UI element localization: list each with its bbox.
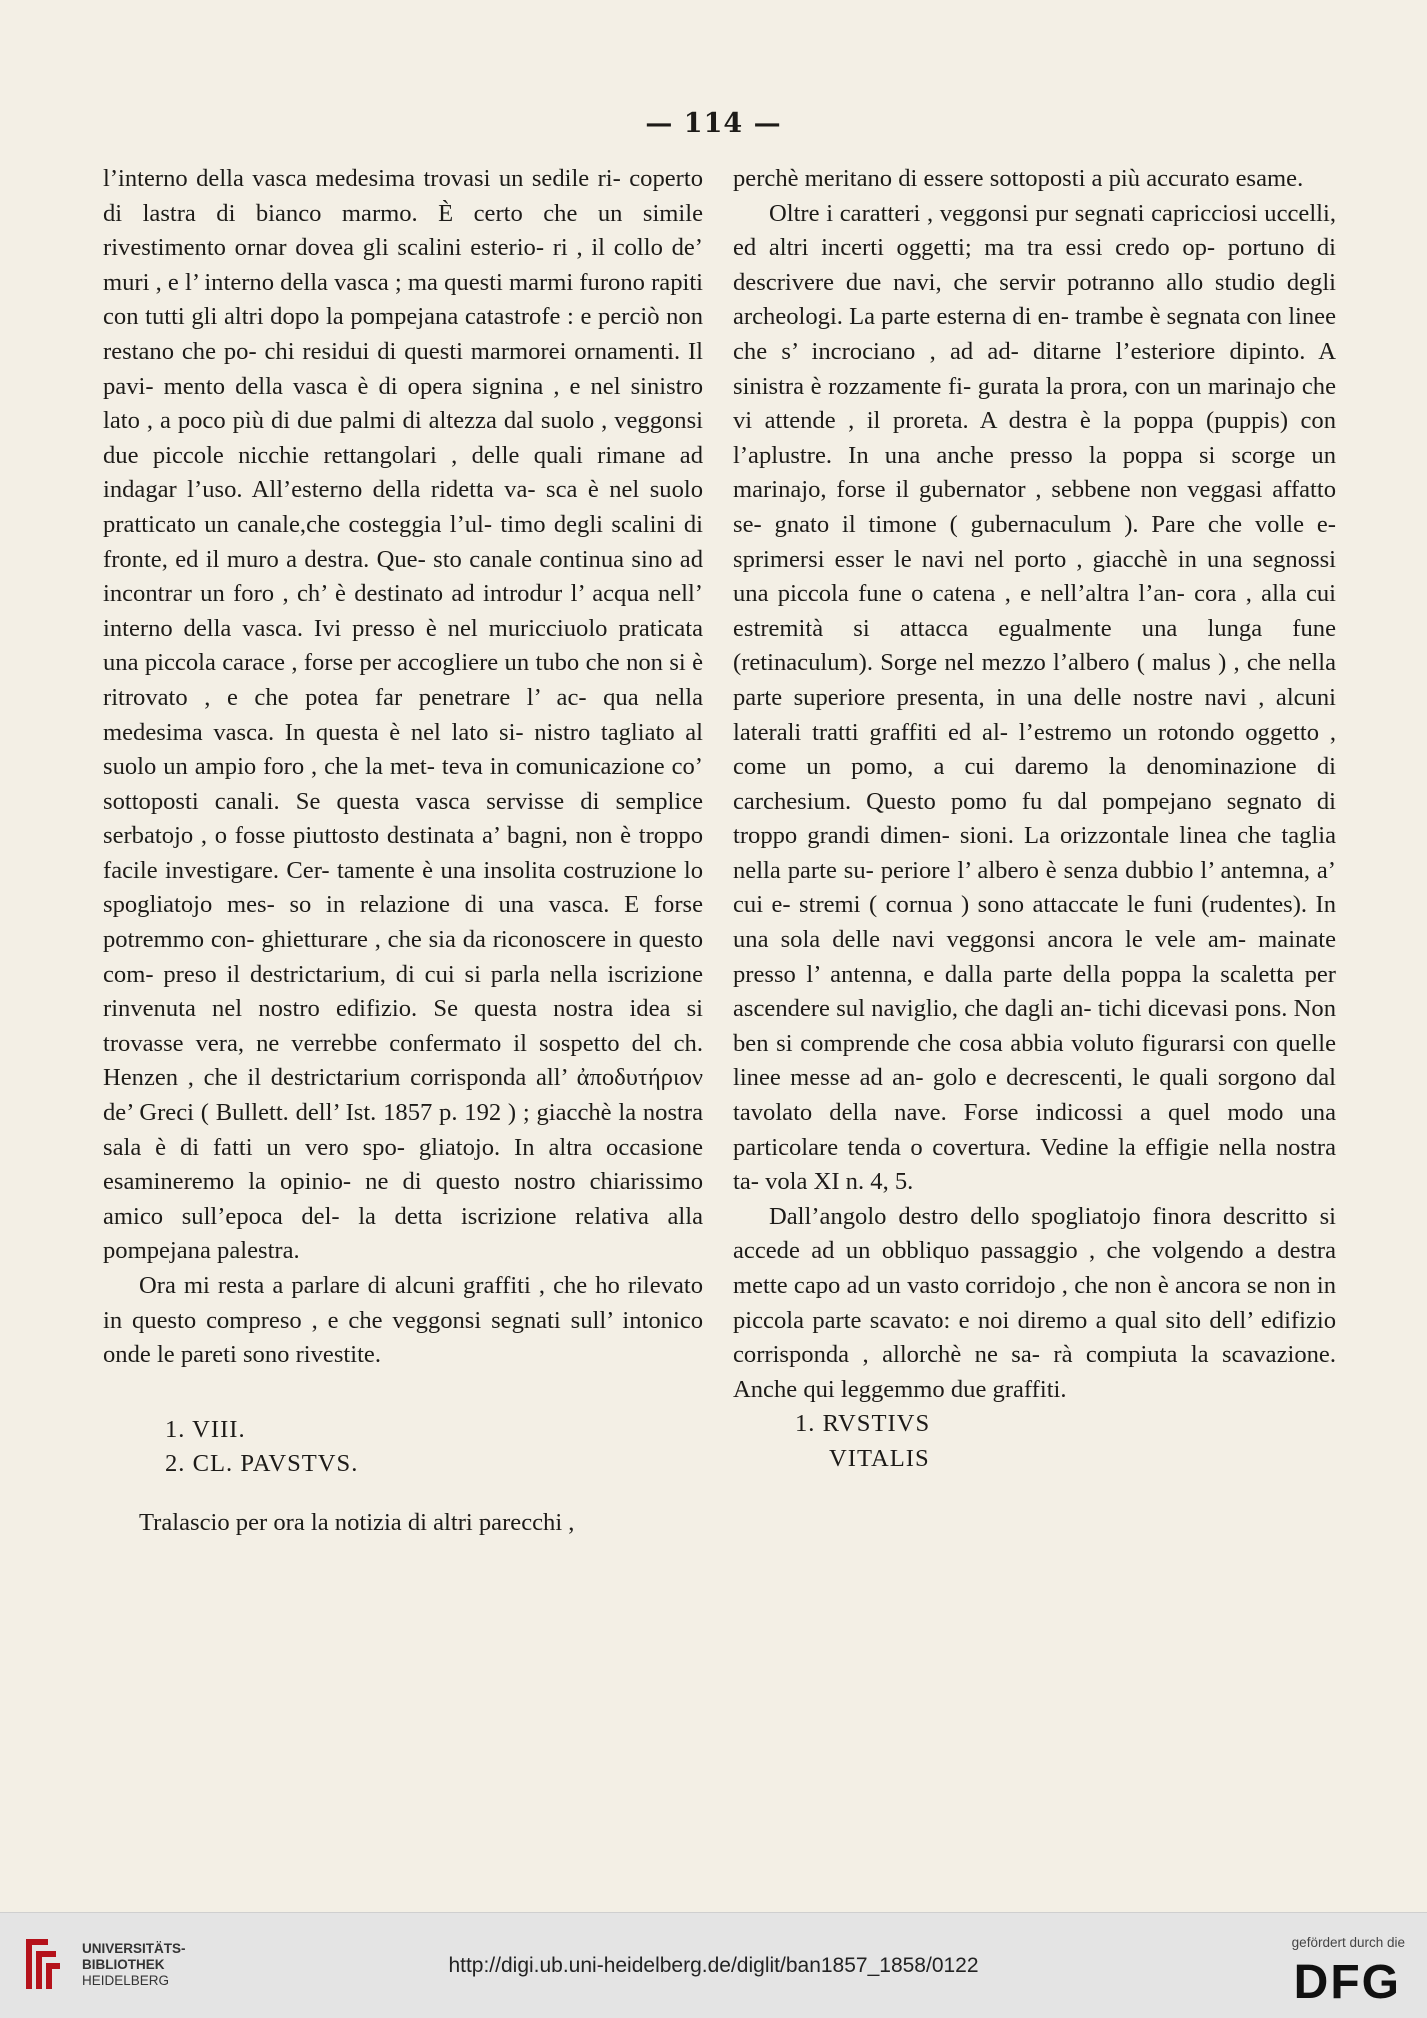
graffiti-item: 1. RVSTIVS [795,1410,931,1438]
graffiti-item: 1. VIII. [165,1415,246,1443]
page-number: — 114 — [645,108,782,139]
funded-by-label: gefördert durch die [1291,1935,1405,1950]
paragraph: perchè meritano di essere sottoposti a più accurato esame. [733,165,1304,192]
graffiti-list [103,1413,703,1482]
graffiti-item: VITALIS [829,1444,930,1472]
paragraph: Ora mi resta a parlare di alcuni graffiti , che ho rilevato in questo compreso , e che veggonsi segnati sull’ intonico onde le pareti sono rivestite. [103,1272,703,1369]
graffiti-list [733,1407,1336,1476]
paragraph: Oltre i caratteri , veggonsi pur segnati capricciosi uccelli, ed altri incerti oggetti; ma tra essi credo op- portuno di descrivere due navi, che servir potranno allo studio degli archeologi. La parte esterna di en- trambe è segnata con linee che s’ incrociano , ad ad- ditarne l’esteriore dipinto. A sinistra è rozzamente fi- gurata la prora, con un marinajo che vi attende , il proreta. A destra è la poppa (puppis) con l’aplustre. In una anche presso la poppa si scorge un marinajo, forse il gubernator , sebbene non veggasi affatto se- gnato il timone ( gubernaculum ). Pare che volle e- sprimersi esser le navi nel porto , giacchè in una segnossi una piccola fune o catena , e nell’altra l’an- cora , alla cui estremità si attacca egualmente una lunga fune (retinaculum). Sorge nel mezzo l’albero ( malus ) , che nella parte superiore presenta, in una delle nostre navi , alcuni laterali tratti graffiti ed al- l’estremo un rotondo oggetto , come un pomo, a cui daremo la denominazione di carchesium. Questo pomo fu dal pompejano segnato di troppo grandi dimen- sioni. La orizzontale linea che taglia nella parte su- periore l’ albero è senza dubbio l’ antemna, a’ cui e- stremi ( cornua ) sono attaccate le funi (rudentes). In una sola delle navi veggonsi ancora le vele am- mainate presso l’ antenna, e dalla parte della poppa la scaletta per ascendere sul naviglio, che dagli an- tichi dicevasi pons. Non ben si comprende che cosa abbia voluto figurarsi con quelle linee messe ad an- golo e decrescenti, le quali sorgono dal tavolato della nave. Forse indicossi a quel modo una particolare tenda o covertura. Vedine la effigie nella nostra ta- vola XI n. 4, 5. [733,199,1336,1196]
dfg-logo: DFG [1293,1956,1401,2009]
left-column [103,162,703,1541]
permalink-url[interactable]: http://digi.ub.uni-heidelberg.de/diglit/ban1857_1858/0122 [448,1954,979,1977]
graffiti-item: 2. CL. PAVSTVS. [165,1450,359,1478]
digitization-footer [0,1912,1427,2018]
paragraph: Tralascio per ora la notizia di altri parecchi , [139,1508,575,1536]
paragraph: l’interno della vasca medesima trovasi un sedile ri- coperto di lastra di bianco marmo. È certo che un simile rivestimento ornar dovea gli scalini esterio- ri , il collo de’ muri , e l’ interno della vasca ; ma questi marmi furono rapiti con tutti gli altri dopo la pompejana catastrofe : e perciò non restano che po- chi residui di questi marmorei ornamenti. Il pavi- mento della vasca è di opera signina , e nel sinistro lato , a poco più di due palmi di altezza dal suolo , veggonsi due piccole nicchie rettangolari , delle quali rimane ad indagar l’uso. All’esterno della ridetta va- sca è nel suolo pratticato un canale,che costeggia l’ul- timo degli scalini di fronte, ed il muro a destra. Que- sto canale continua sino ad incontrar un foro , ch’ è destinato ad introdur l’ acqua nell’ interno della vasca. Ivi presso è nel muricciuolo praticata una piccola carace , forse per accogliere un tubo che non si è ritrovato , e che potea far penetrare l’ ac- qua nella medesima vasca. In questa è nel lato si- nistro tagliato al suolo un ampio foro , che la met- teva in comunicazione co’ sottoposti canali. Se questa vasca servisse di semplice serbatojo , o fosse piuttosto destinata a’ bagni, non è troppo facile investigare. Cer- tamente è una insolita costruzione lo spogliatojo mes- so in relazione di una vasca. E forse potremmo con- ghietturare , che sia da riconoscere in questo com- preso il destrictarium, di cui si parla nella iscrizione rinvenuta nel nostro edifizio. Se questa nostra idea si trovasse vera, ne verrebbe confermato il sospetto del ch. Henzen , che il destrictarium corrisponda all’ ἀποδυτήριον de’ Greci ( Bullett. dell’ Ist. 1857 p. 192 ) ; giacchè la nostra sala è di fatti un vero spo- gliatojo. In altra occasione esamineremo la opinio- ne di questo nostro chiarissimo amico sull’epoca del- la detta iscrizione relativa alla pompejana palestra. [103,165,703,1265]
library-name: UNIVERSITÄTS- BIBLIOTHEK HEIDELBERG [82,1941,186,1988]
right-column [733,162,1336,1477]
paragraph: Dall’angolo destro dello spogliatojo finora descritto si accede ad un obbliquo passaggio , che volgendo a destra mette capo ad un vasto corridojo , che non è ancora se non in piccola parte scavato: e noi diremo a qual sito dell’ edifizio corrisponda , allorchè ne sa- rà compiuta la scavazione. Anche qui leggemmo due graffiti. [733,1202,1336,1403]
